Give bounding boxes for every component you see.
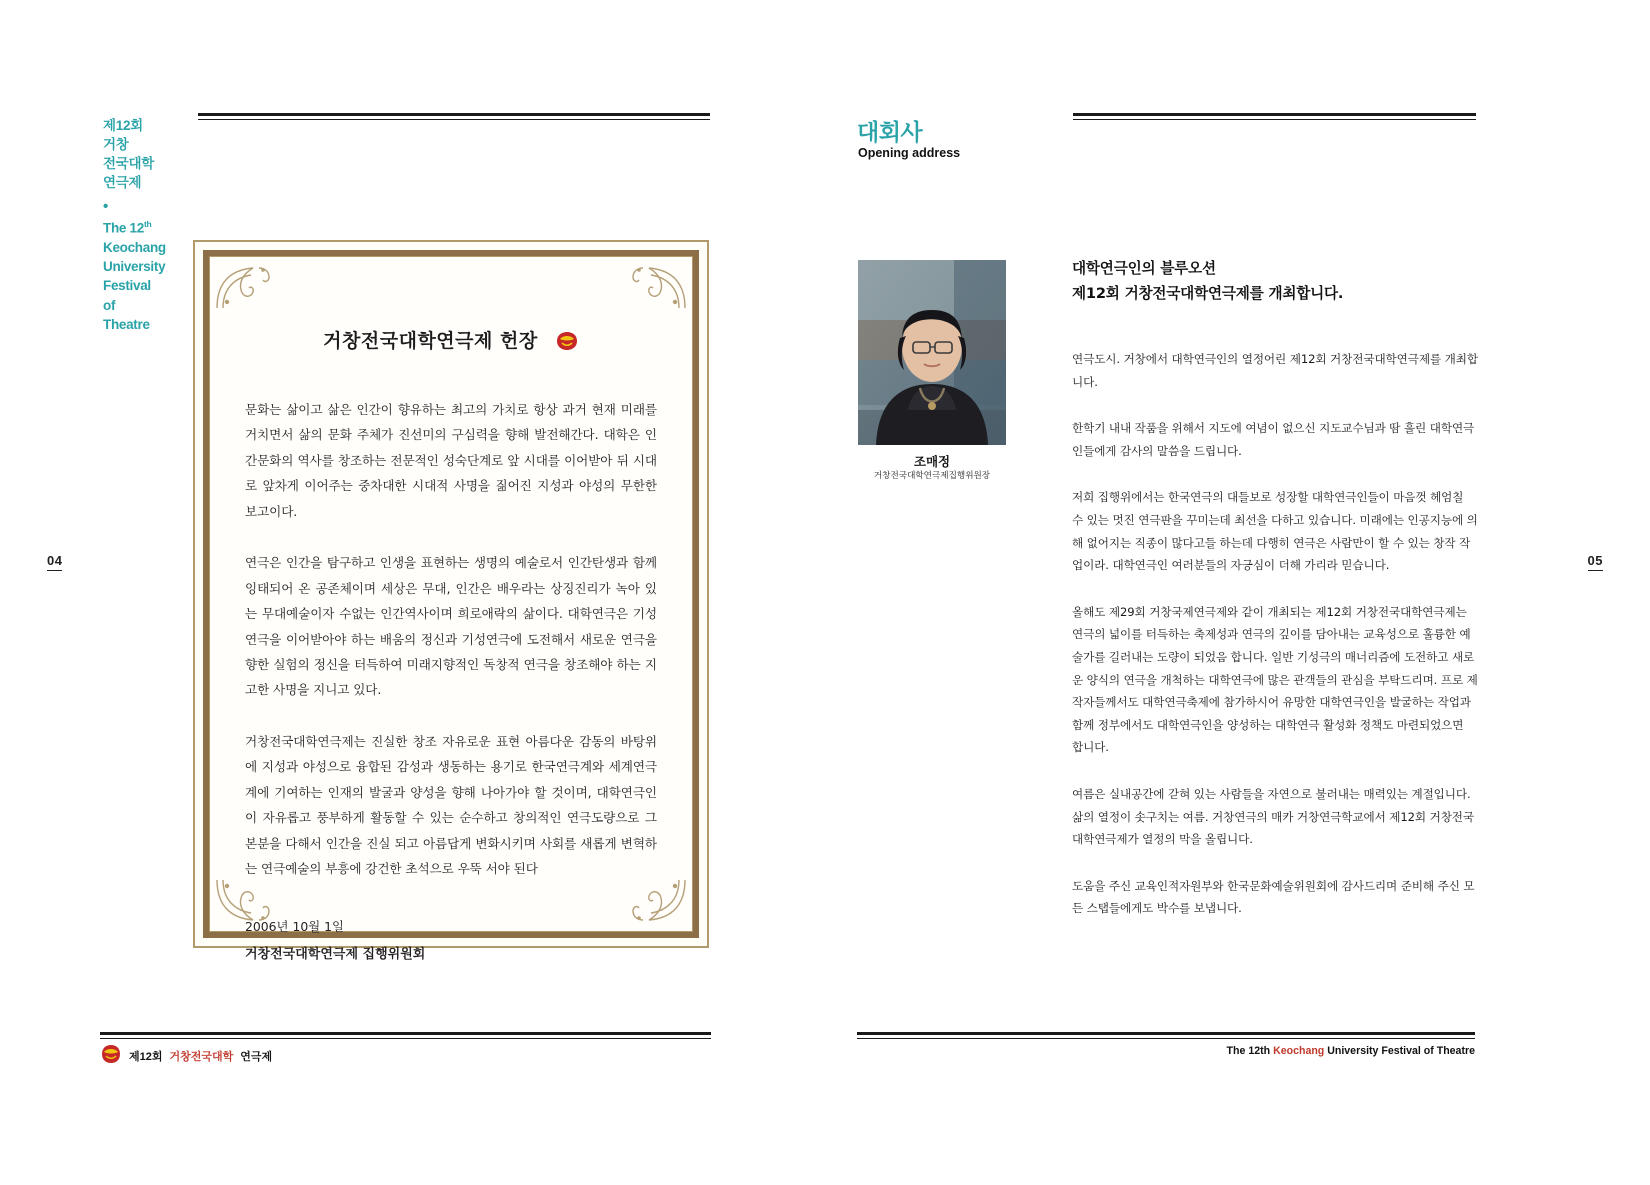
footer-emblem-icon xyxy=(100,1044,122,1067)
footer-left-part1: 제12회 xyxy=(129,1050,163,1063)
portrait-photo xyxy=(858,260,1006,445)
address-paragraph: 저희 집행위에서는 한국연극의 대들보로 성장할 대학연극인들이 마음껏 헤엄칠 수 있는 멋진 연극판을 꾸미는데 최선을 다하고 있습니다. 미래에는 인공지능에 의해 없어지는 직종이 많다고들 하는데 다행히 연극은 사람만이 할 수 있는 창작 작업이라. 대학연극인 여러분들의 자긍심이 더해 가리라 믿습니다. xyxy=(1072,490,1478,573)
certificate-paragraph: 문화는 삶이고 삶은 인간이 향유하는 최고의 가치로 항상 과거 현재 미래를 거치면서 삶의 문화 주체가 진선미의 구심력을 향해 발전해간다. 대학은 인간문화의 역사를 창조하는 전문적인 성숙단계로 앞 시대를 이어받아 뒤 시대로 앞차게 이어주는 중차대한 시대적 사명을 짊어진 지성과 야성의 무한한 보고이다. xyxy=(245,402,657,519)
brand-en-line6: Theatre xyxy=(103,317,150,333)
footer-left xyxy=(100,1044,272,1067)
brand-en-line5: of xyxy=(103,297,116,313)
certificate-signature: 거창전국대학연극제 집행위원회 xyxy=(245,947,426,963)
header-rule-right xyxy=(1073,113,1476,120)
certificate-paragraph: 거창전국대학연극제는 진실한 창조 자유로운 표현 아름다운 감동의 바탕위에 지성과 야성으로 융합된 감성과 생동하는 용기로 한국연극계와 세계연극계에 기여하는 인재의 발굴과 양성을 향해 나아가야 할 것이며, 대학연극인이 자유롭고 풍부하게 활동할 수 있는 순수하고 창의적인 연극도량으로 그 본분을 다해서 인간을 진실 되고 아름답게 변화시키며 사회를 새롭게 변혁하는 연극예술의 부흥에 강건한 초석으로 우뚝 서야 된다 xyxy=(245,733,657,876)
certificate-body xyxy=(245,326,657,963)
section-title-english: Opening address xyxy=(858,146,961,160)
address-paragraph: 올해도 제29회 거창국제연극제와 같이 개최되는 제12회 거창전국대학연극제는 연극의 넓이를 터득하는 축제성과 연극의 깊이를 담아내는 교육성으로 훌륭한 예술가를 길러내는 도량이 되었음 합니다. 일반 기성극의 매너리즘에 도전하고 새로운 양식의 연극을 개척하는 대학연극에 많은 관객들의 관심을 부탁드리며. 프로 제작자들께서도 대학연극축제에 참가하시어 유망한 대학연극인을 발굴하는 작업과 함께 정부에서도 대학연극인을 양성하는 대학연극 활성화 정책도 마련되었으면 합니다. xyxy=(1072,604,1478,755)
address-paragraph: 여름은 실내공간에 갇혀 있는 사람들을 자연으로 불러내는 매력있는 계절입니다. 삶의 열정이 솟구치는 여름. 거창연극의 매카 거창연극학교에서 제12회 거창전국대학연극제가 열정의 막을 올립니다. xyxy=(1072,786,1475,847)
brand-ko-line1: 제12회 xyxy=(103,118,143,133)
festival-brand-mark xyxy=(103,116,193,335)
brand-en-ordinal: th xyxy=(143,218,152,229)
page-number-left: 04 xyxy=(47,553,62,571)
header-rule-left xyxy=(198,113,710,120)
brand-ko-line2: 거창 xyxy=(103,137,129,153)
footer-left-part3: 연극제 xyxy=(240,1050,273,1063)
charter-certificate xyxy=(193,240,709,963)
ornament-corner-icon xyxy=(627,260,689,312)
brand-en-line4: Festival xyxy=(103,278,151,294)
certificate-date: 2006년 10월 1일 xyxy=(245,919,344,935)
opening-address-lead xyxy=(1072,256,1476,306)
lead-line-1: 대학연극인의 블루오션 xyxy=(1072,260,1216,277)
footer-right xyxy=(1227,1045,1475,1057)
ornament-corner-icon xyxy=(213,260,275,312)
address-paragraph: 연극도시. 거창에서 대학연극인의 열정어린 제12회 거창전국대학연극제를 개최합니다. xyxy=(1072,352,1478,389)
brand-ko-line4: 연극제 xyxy=(103,175,142,191)
section-title-korean: 대회사 xyxy=(857,120,923,146)
festival-emblem-icon xyxy=(555,330,579,352)
brand-en-the12: The 12 xyxy=(103,220,144,236)
certificate-title xyxy=(245,326,657,353)
address-paragraph: 한학기 내내 작품을 위해서 지도에 여념이 없으신 지도교수님과 땀 흘린 대학연극인들에게 감사의 말씀을 드립니다. xyxy=(1072,421,1475,458)
portrait-role: 거창전국대학연극제집행위원장 xyxy=(873,471,991,481)
certificate-title-text: 거창전국대학연극제 헌장 xyxy=(323,330,538,352)
footer-rule-left xyxy=(100,1032,711,1039)
brand-bullet-icon: • xyxy=(103,197,108,215)
page-number-right: 05 xyxy=(1588,553,1603,571)
footer-right-part2: Keochang xyxy=(1273,1045,1328,1057)
footer-left-part2: 거창전국대학 xyxy=(169,1050,234,1063)
brand-ko-line3: 전국대학 xyxy=(103,156,154,172)
brand-en-line3: University xyxy=(103,259,166,274)
footer-right-part1: The 12th xyxy=(1226,1045,1274,1057)
brand-en-line1 xyxy=(103,218,193,238)
address-paragraph: 도움을 주신 교육인적자원부와 한국문화예술위원회에 감사드리며 준비해 주신 모든 스탭들에게도 박수를 보냅니다. xyxy=(1072,878,1475,916)
opening-address-body xyxy=(1072,348,1478,944)
portrait-name: 조매정 xyxy=(913,454,951,469)
brand-en-line2: Keochang xyxy=(103,239,166,255)
certificate-paragraph: 연극은 인간을 탐구하고 인생을 표현하는 생명의 예술로서 인간탄생과 함께 잉태되어 온 공존체이며 세상은 무대, 인간은 배우라는 상징진리가 녹아 있는 무대예술이자 수없는 인간역사이며 희로애락의 삶이다. 대학연극은 기성연극을 이어받아야 하는 배움의 정신과 기성연극에 도전해서 새로운 연극을 향한 실험의 정신을 터득하여 미래지향적인 독창적 연극을 창조해야 하는 지고한 사명을 지니고 있다. xyxy=(245,555,657,698)
footer-right-part3: University Festival of Theatre xyxy=(1327,1045,1475,1057)
lead-line-2: 제12회 거창전국대학연극제를 개최합니다. xyxy=(1072,285,1344,303)
footer-rule-right xyxy=(857,1032,1475,1039)
